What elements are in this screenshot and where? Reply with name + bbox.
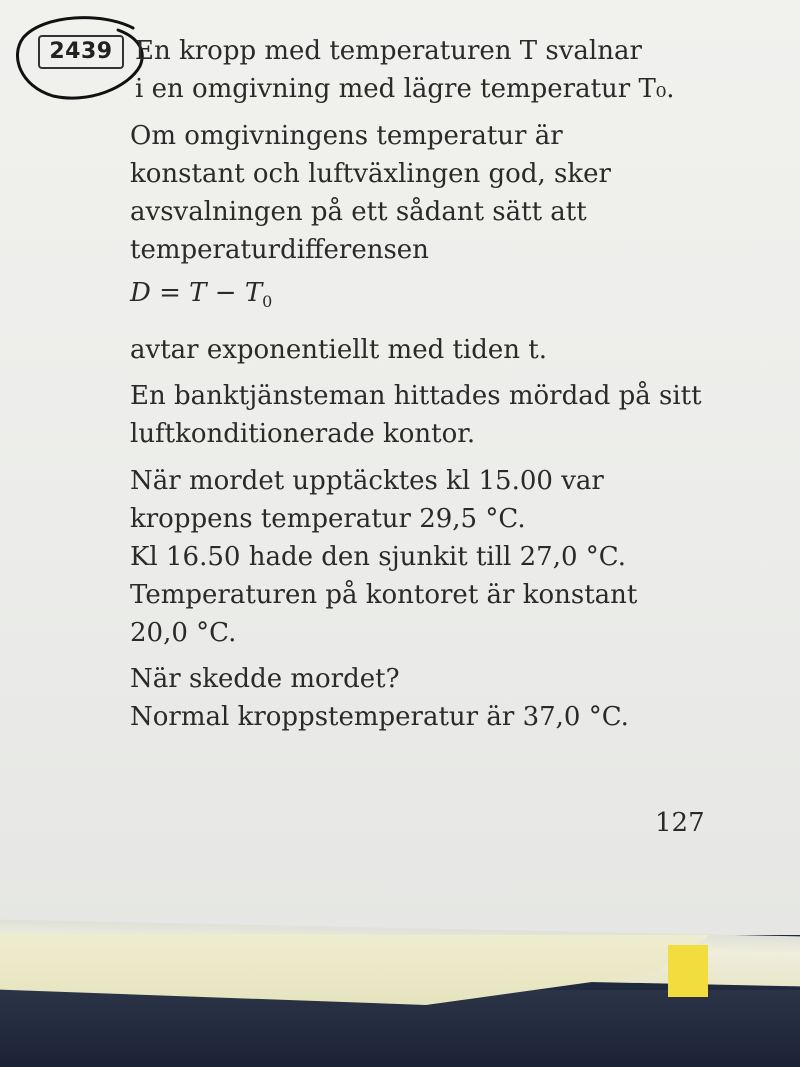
text-line: 20,0 °C. [130,618,237,648]
sticky-note-tab [668,945,708,997]
text-line: En kropp med temperaturen T svalnar [135,36,642,66]
text-line: En banktjänsteman hittades mördad på sitt [130,381,702,411]
text-line: När mordet upptäcktes kl 15.00 var [130,466,604,496]
paragraph-conditions [130,117,611,269]
text-line: temperaturdifferensen [130,235,429,265]
paragraph-scenario [130,377,702,453]
equation-subscript: 0 [262,292,273,312]
text-line: kroppens temperatur 29,5 °C. [130,504,526,534]
text-line: Kl 16.50 hade den sjunkit till 27,0 °C. [130,542,627,572]
text-line: När skedde mordet? [130,664,400,694]
equation-lhs: D = T − T [130,278,263,308]
text-line: avtar exponentiellt med tiden t. [130,335,548,365]
problem-number: 2439 [38,35,124,69]
text-line: Om omgivningens temperatur är [130,121,563,151]
paragraph-question [130,660,629,736]
text-line: Temperaturen på kontoret är konstant [130,580,638,610]
text-line: i en omgivning med lägre temperatur T₀. [135,74,675,104]
paragraph-intro [135,32,675,108]
equation [130,278,272,311]
text-line: avsvalningen på ett sådant sätt att [130,197,587,227]
text-line: konstant och luftväxlingen god, sker [130,159,611,189]
paragraph-decay [130,331,547,369]
page-number: 127 [655,808,705,838]
text-line: luftkonditionerade kontor. [130,419,476,449]
paragraph-measurements [130,462,637,652]
text-line: Normal kroppstemperatur är 37,0 °C. [130,702,629,732]
